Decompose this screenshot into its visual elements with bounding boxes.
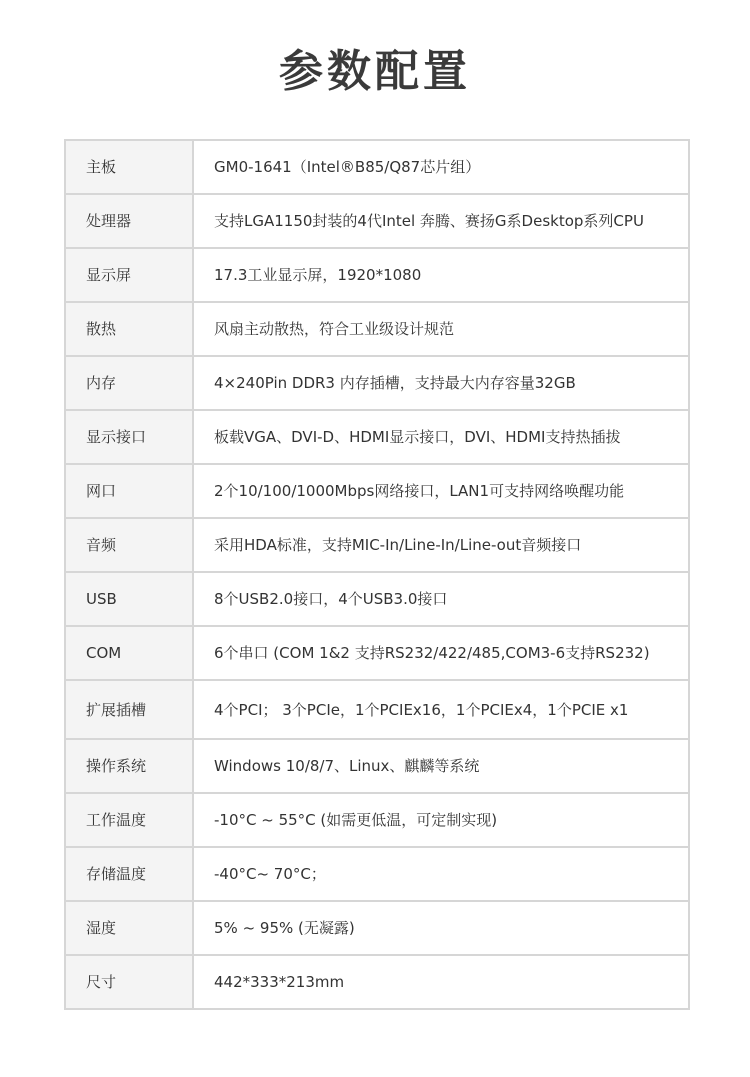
spec-value: 4个PCI； 3个PCIe，1个PCIEx16，1个PCIEx4，1个PCIE x1 [193,680,689,739]
spec-label: 存储温度 [65,847,193,901]
table-row-display [65,248,689,302]
table-row-expansion [65,680,689,739]
spec-value: -10°C ~ 55°C (如需更低温，可定制实现) [193,793,689,847]
table-row-display-ports [65,410,689,464]
spec-label: 尺寸 [65,955,193,1009]
page-title: 参数配置 [279,46,471,97]
table-row-motherboard [65,140,689,194]
spec-value: 8个USB2.0接口，4个USB3.0接口 [193,572,689,626]
table-row-humidity [65,901,689,955]
spec-value: 5% ~ 95% (无凝露) [193,901,689,955]
table-row-storage-temp [65,847,689,901]
spec-label: 散热 [65,302,193,356]
spec-label: USB [65,572,193,626]
spec-label: 处理器 [65,194,193,248]
table-row-os [65,739,689,793]
spec-label: 显示接口 [65,410,193,464]
spec-label: COM [65,626,193,680]
spec-value: 17.3工业显示屏，1920*1080 [193,248,689,302]
spec-value: 支持LGA1150封装的4代Intel 奔腾、赛扬G系Desktop系列CPU [193,194,689,248]
spec-value: 6个串口 (COM 1&2 支持RS232/422/485,COM3-6支持RS232) [193,626,689,680]
spec-label: 音频 [65,518,193,572]
spec-label: 内存 [65,356,193,410]
table-row-audio [65,518,689,572]
table-row-processor [65,194,689,248]
spec-label: 主板 [65,140,193,194]
spec-value: -40°C~ 70°C； [193,847,689,901]
spec-value: 采用HDA标准，支持MIC-In/Line-In/Line-out音频接口 [193,518,689,572]
spec-label: 扩展插槽 [65,680,193,739]
spec-label: 网口 [65,464,193,518]
table-row-memory [65,356,689,410]
spec-label: 湿度 [65,901,193,955]
spec-label: 工作温度 [65,793,193,847]
spec-value: 板载VGA、DVI-D、HDMI显示接口，DVI、HDMI支持热插拔 [193,410,689,464]
table-row-usb [65,572,689,626]
spec-value: GM0-1641（Intel®B85/Q87芯片组） [193,140,689,194]
spec-value: 4×240Pin DDR3 内存插槽，支持最大内存容量32GB [193,356,689,410]
table-row-dimensions [65,955,689,1009]
table-row-network [65,464,689,518]
table-row-operating-temp [65,793,689,847]
table-row-cooling [65,302,689,356]
spec-table [64,139,690,1010]
spec-value: 442*333*213mm [193,955,689,1009]
spec-value: 风扇主动散热，符合工业级设计规范 [193,302,689,356]
table-row-com [65,626,689,680]
spec-label: 操作系统 [65,739,193,793]
spec-value: Windows 10/8/7、Linux、麒麟等系统 [193,739,689,793]
spec-value: 2个10/100/1000Mbps网络接口，LAN1可支持网络唤醒功能 [193,464,689,518]
spec-label: 显示屏 [65,248,193,302]
